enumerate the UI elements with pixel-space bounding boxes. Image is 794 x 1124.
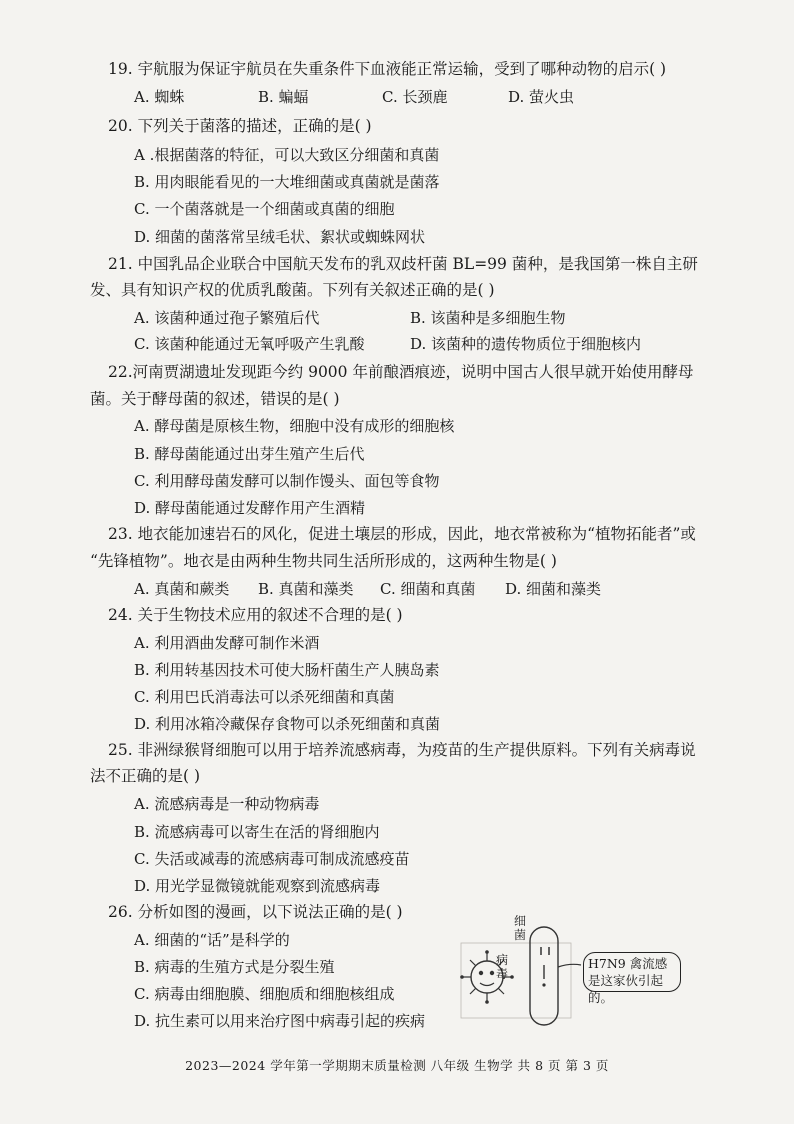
question-25-stem-line2: 法不正确的是( ) [90, 767, 201, 785]
question-19-stem: 19. 宇航服为保证宇航员在失重条件下血液能正常运输，受到了哪种动物的启示( ) [108, 60, 667, 78]
bacterium-figure [530, 927, 581, 1025]
q26-option-c: C. 病毒由细胞膜、细胞质和细胞核组成 [134, 985, 395, 1003]
q20-option-b: B. 用肉眼能看见的一大堆细菌或真菌就是菌落 [134, 173, 440, 191]
question-26-stem: 26. 分析如图的漫画，以下说法正确的是( ) [108, 903, 403, 921]
q25-option-a: A. 流感病毒是一种动物病毒 [134, 795, 320, 813]
question-24-stem: 24. 关于生物技术应用的叙述不合理的是( ) [108, 606, 403, 624]
q19-option-c: C. 长颈鹿 [382, 88, 448, 106]
q21-option-c: C. 该菌种能通过无氧呼吸产生乳酸 [134, 335, 365, 353]
q19-option-d: D. 萤火虫 [508, 88, 575, 106]
question-21-stem-line1: 21. 中国乳品企业联合中国航天发布的乳双歧杆菌 BL=99 菌种，是我国第一株自主研 [108, 255, 698, 273]
question-23-stem-line1: 23. 地衣能加速岩石的风化，促进土壤层的形成，因此，地衣常被称为“植物拓能者”或 [108, 525, 696, 543]
q24-option-d: D. 利用冰箱冷藏保存食物可以杀死细菌和真菌 [134, 715, 441, 733]
q22-option-d: D. 酵母菌能通过发酵作用产生酒精 [134, 499, 366, 517]
comic-panel-sketch [461, 943, 571, 1018]
q21-option-b: B. 该菌种是多细胞生物 [410, 309, 566, 327]
q23-option-a: A. 真菌和蕨类 [134, 580, 230, 598]
question-21-stem-line2: 发、具有知识产权的优质乳酸菌。下列有关叙述正确的是( ) [90, 281, 495, 299]
q24-option-c: C. 利用巴氏消毒法可以杀死细菌和真菌 [134, 688, 395, 706]
q26-option-a: A. 细菌的“话”是科学的 [134, 931, 290, 949]
q23-option-c: C. 细菌和真菌 [380, 580, 476, 598]
q23-option-b: B. 真菌和藻类 [258, 580, 354, 598]
page-footer: 2023—2024 学年第一学期期末质量检测 八年级 生物学 共 8 页 第 3 页 [185, 1058, 609, 1073]
q25-option-c: C. 失活或减毒的流感病毒可制成流感疫苗 [134, 850, 410, 868]
q25-option-d: D. 用光学显微镜就能观察到流感病毒 [134, 877, 381, 895]
q19-option-b: B. 蝙蝠 [258, 88, 309, 106]
question-22-stem-line2: 菌。关于酵母菌的叙述，错误的是( ) [90, 390, 340, 408]
question-22-stem-line1: 22.河南贾湖遗址发现距今约 9000 年前酿酒痕迹，说明中国古人很早就开始使用酵母 [108, 363, 694, 381]
q20-option-c: C. 一个菌落就是一个细菌或真菌的细胞 [134, 200, 395, 218]
speech-bubble: H7N9 禽流感是这家伙引起的。 [583, 952, 681, 992]
question-25-stem-line1: 25. 非洲绿猴肾细胞可以用于培养流感病毒，为疫苗的生产提供原料。下列有关病毒说 [108, 741, 696, 759]
q24-option-a: A. 利用酒曲发酵可制作米酒 [134, 634, 320, 652]
virus-label: 病毒 [496, 953, 509, 981]
q25-option-b: B. 流感病毒可以寄生在活的肾细胞内 [134, 823, 380, 841]
q24-option-b: B. 利用转基因技术可使大肠杆菌生产人胰岛素 [134, 661, 440, 679]
q26-option-d: D. 抗生素可以用来治疗图中病毒引起的疾病 [134, 1012, 426, 1030]
question-20-stem: 20. 下列关于菌落的描述，正确的是( ) [108, 117, 372, 135]
q19-option-a: A. 蜘蛛 [134, 88, 185, 106]
q22-option-b: B. 酵母菌能通过出芽生殖产生后代 [134, 445, 365, 463]
bacteria-label: 细菌 [514, 914, 527, 942]
q21-option-d: D. 该菌种的遗传物质位于细胞核内 [410, 335, 642, 353]
question-23-stem-line2: “先锋植物”。地衣是由两种生物共同生活所形成的，这两种生物是( ) [90, 552, 557, 570]
q21-option-a: A. 该菌种通过孢子繁殖后代 [134, 309, 320, 327]
q22-option-c: C. 利用酵母菌发酵可以制作馒头、面包等食物 [134, 472, 440, 490]
q26-option-b: B. 病毒的生殖方式是分裂生殖 [134, 958, 335, 976]
q20-option-a: A .根据菌落的特征，可以大致区分细菌和真菌 [134, 146, 440, 164]
q20-option-d: D. 细菌的菌落常呈绒毛状、絮状或蜘蛛网状 [134, 228, 426, 246]
q22-option-a: A. 酵母菌是原核生物，细胞中没有成形的细胞核 [134, 417, 455, 435]
q23-option-d: D. 细菌和藻类 [505, 580, 602, 598]
